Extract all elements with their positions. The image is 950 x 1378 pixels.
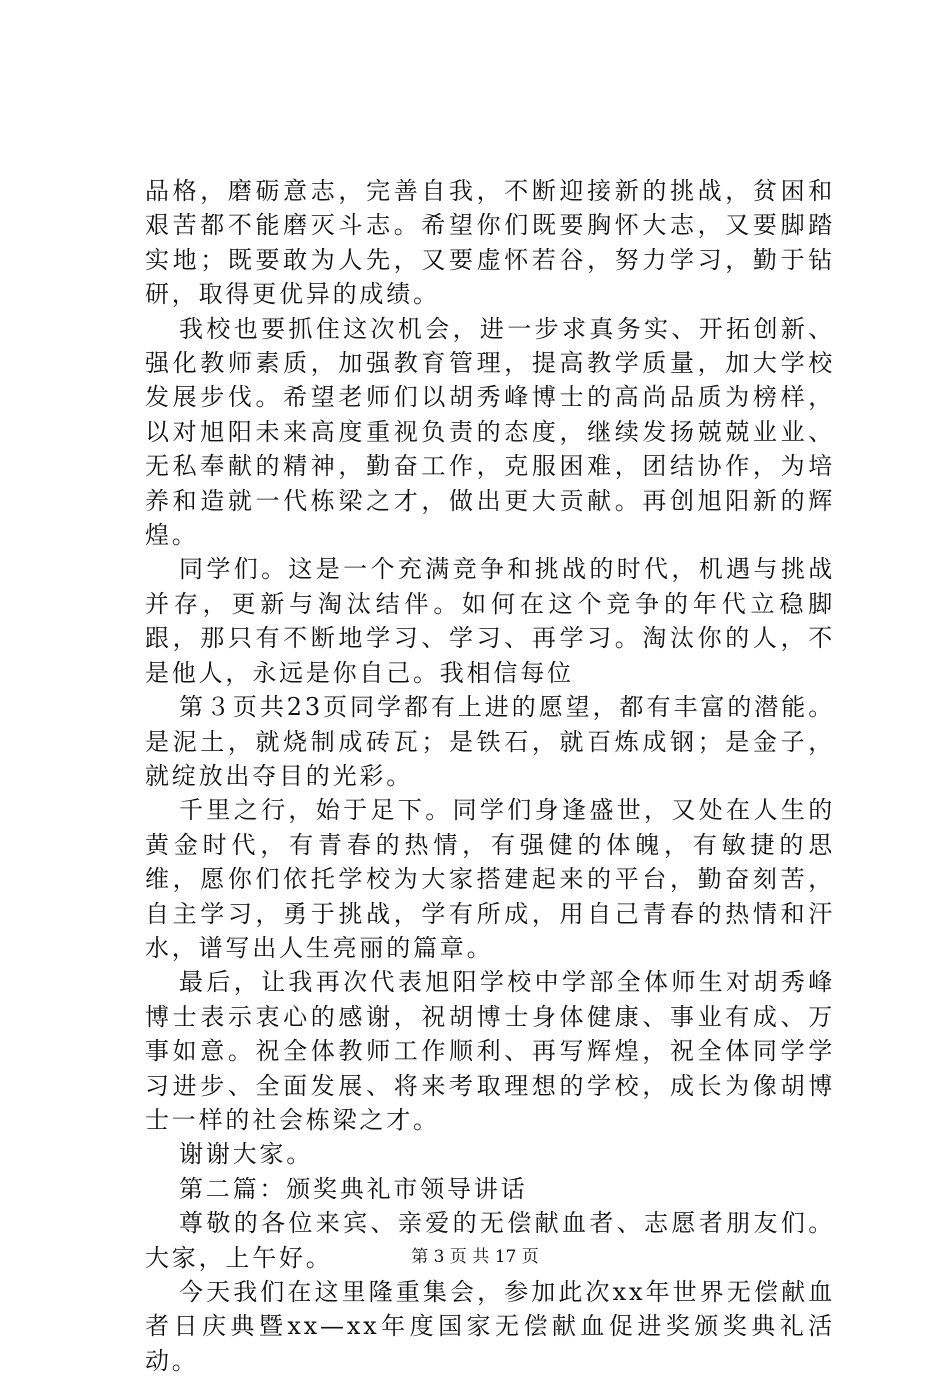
paragraph-3: 同学们。这是一个充满竞争和挑战的时代，机遇与挑战并存，更新与淘汰结伴。如何在这个竞争的年代立稳脚跟，那只有不断地学习、学习、再学习。淘汰你的人，不是他人，永远是你自己。我相信每位 [145,555,835,687]
section-heading: 第二篇：颁奖典礼市领导讲话 [179,1174,528,1203]
paragraph-5: 千里之行，始于足下。同学们身逢盛世，又处在人生的黄金时代，有青春的热情，有强健的体魄，有敏捷的思维，愿你们依托学校为大家搭建起来的平台，勤奋刻苦，自主学习，勇于挑战，学有所成，用自己青春的热情和汗水，谱写出人生亮丽的篇章。 [145,796,835,962]
paragraph-4: 第３页共23页同学都有上进的愿望，都有丰富的潜能。是泥土，就烧制成砖瓦；是铁石，就百炼成钢；是金子，就绽放出夺目的光彩。 [145,693,835,790]
paragraph-7: 谢谢大家。 [179,1140,313,1169]
document-body [145,174,835,1378]
paragraph-1: 品格，磨砺意志，完善自我，不断迎接新的挑战，贫困和艰苦都不能磨灭斗志。希望你们既要胸怀大志，又要脚踏实地；既要敢为人先，又要虚怀若谷，努力学习，勤于钻研，取得更优异的成绩。 [145,177,835,309]
paragraph-6: 最后，让我再次代表旭阳学校中学部全体师生对胡秀峰博士表示衷心的感谢，祝胡博士身体健康、事业有成、万事如意。祝全体教师工作顺利、再写辉煌，祝全体同学学习进步、全面发展、将来考取理想的学校，成长为像胡博士一样的社会栋梁之才。 [145,968,835,1134]
page-footer: 第 3 页 共 17 页 [411,1247,539,1267]
paragraph-8: 尊敬的各位来宾、亲爱的无偿献血者、志愿者朋友们。大家，上午好。 [145,1209,835,1272]
paragraph-2: 我校也要抓住这次机会，进一步求真务实、开拓创新、强化教师素质，加强教育管理，提高教学质量，加大学校发展步伐。希望老师们以胡秀峰博士的高尚品质为榜样，以对旭阳未来高度重视负责的态度，继续发扬兢兢业业、无私奉献的精神，勤奋工作，克服困难，团结协作，为培养和造就一代栋梁之才，做出更大贡献。再创旭阳新的辉煌。 [145,314,835,550]
paragraph-9: 今天我们在这里隆重集会，参加此次xx年世界无偿献血者日庆典暨xx—xx年度国家无偿献血促进奖颁奖典礼活动。 [145,1278,835,1375]
